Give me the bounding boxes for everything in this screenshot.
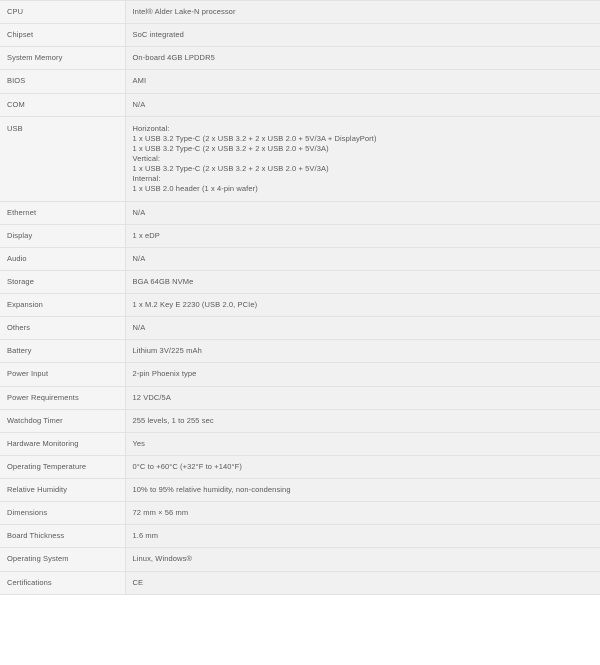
spec-value <box>125 270 600 293</box>
spec-value-line: 1 x USB 3.2 Type-C (2 x USB 3.2 + 2 x USB 2.0 + 5V/3A) <box>132 164 329 174</box>
spec-label: Board Thickness <box>0 525 125 548</box>
spec-value-line: Yes <box>132 438 146 448</box>
spec-value-line: Linux, Windows® <box>132 554 193 564</box>
spec-value-line: Vertical: <box>132 154 161 163</box>
table-row <box>0 270 600 293</box>
spec-value-line: 0°C to +60°C (+32°F to +140°F) <box>132 461 242 471</box>
spec-label: Operating System <box>0 548 125 571</box>
spec-value-line: Lithium 3V/225 mAh <box>132 346 202 356</box>
table-row <box>0 409 600 432</box>
spec-label: Watchdog Timer <box>0 409 125 432</box>
spec-value <box>125 386 600 409</box>
spec-value-line: 2-pin Phoenix type <box>132 369 197 379</box>
spec-label: USB <box>0 116 125 201</box>
spec-value <box>125 502 600 525</box>
spec-label: Display <box>0 224 125 247</box>
spec-label: Certifications <box>0 571 125 594</box>
table-row <box>0 317 600 340</box>
spec-value-line: N/A <box>132 323 146 333</box>
table-row <box>0 525 600 548</box>
spec-value <box>125 548 600 571</box>
spec-value <box>125 571 600 594</box>
spec-label: Chipset <box>0 24 125 47</box>
table-row <box>0 386 600 409</box>
spec-value <box>125 247 600 270</box>
table-row <box>0 479 600 502</box>
spec-value <box>125 525 600 548</box>
spec-label: Storage <box>0 270 125 293</box>
spec-label: Operating Temperature <box>0 455 125 478</box>
table-row <box>0 70 600 93</box>
spec-label: Relative Humidity <box>0 479 125 502</box>
table-row <box>0 1 600 24</box>
spec-value <box>125 47 600 70</box>
spec-value-line: AMI <box>132 76 147 86</box>
spec-label: COM <box>0 93 125 116</box>
spec-value-line: BGA 64GB NVMe <box>132 276 194 286</box>
spec-label: System Memory <box>0 47 125 70</box>
spec-label: Audio <box>0 247 125 270</box>
table-row <box>0 571 600 594</box>
spec-value-line: N/A <box>132 99 146 109</box>
table-row <box>0 47 600 70</box>
spec-value <box>125 116 600 201</box>
spec-value <box>125 24 600 47</box>
table-row <box>0 224 600 247</box>
spec-label: Hardware Monitoring <box>0 432 125 455</box>
table-row <box>0 432 600 455</box>
spec-value-line: Intel® Alder Lake-N processor <box>132 7 236 16</box>
spec-value-line: 1.6 mm <box>132 531 159 541</box>
spec-label: Battery <box>0 340 125 363</box>
spec-label: Power Requirements <box>0 386 125 409</box>
table-row <box>0 363 600 386</box>
spec-value <box>125 432 600 455</box>
spec-value-line: Horizontal: <box>132 123 170 133</box>
spec-value-line: On-board 4GB LPDDR5 <box>132 53 215 63</box>
spec-value <box>125 455 600 478</box>
spec-value <box>125 1 600 24</box>
spec-value <box>125 409 600 432</box>
spec-value-line: 1 x USB 3.2 Type-C (2 x USB 3.2 + 2 x USB 2.0 + 5V/3A) <box>132 143 329 153</box>
spec-label: Others <box>0 317 125 340</box>
spec-label: Dimensions <box>0 502 125 525</box>
spec-value <box>125 294 600 317</box>
table-row <box>0 116 600 201</box>
table-row <box>0 340 600 363</box>
spec-label: Power Input <box>0 363 125 386</box>
spec-value-line: SoC integrated <box>132 30 184 40</box>
spec-value <box>125 93 600 116</box>
spec-value-line: 1 x USB 2.0 header (1 x 4-pin wafer) <box>132 184 258 194</box>
table-row <box>0 24 600 47</box>
spec-label: Expansion <box>0 294 125 317</box>
spec-value-line: 10% to 95% relative humidity, non-condensing <box>132 485 291 494</box>
specifications-table-body <box>0 1 600 595</box>
spec-value-line: 1 x USB 3.2 Type-C (2 x USB 3.2 + 2 x USB 2.0 + 5V/3A + DisplayPort) <box>132 133 377 143</box>
spec-value-line: 1 x M.2 Key E 2230 (USB 2.0, PCIe) <box>132 300 258 309</box>
spec-value <box>125 363 600 386</box>
spec-value-line: N/A <box>132 207 146 217</box>
spec-value <box>125 224 600 247</box>
table-row <box>0 294 600 317</box>
spec-value <box>125 201 600 224</box>
table-row <box>0 502 600 525</box>
spec-value-line: 72 mm × 56 mm <box>132 508 189 518</box>
spec-value-line: 1 x eDP <box>132 230 160 240</box>
spec-label: Ethernet <box>0 201 125 224</box>
spec-label: BIOS <box>0 70 125 93</box>
spec-value-line: Internal: <box>132 174 161 184</box>
spec-value <box>125 317 600 340</box>
table-row <box>0 201 600 224</box>
spec-value-line: 255 levels, 1 to 255 sec <box>132 415 214 425</box>
spec-label: CPU <box>0 1 125 24</box>
spec-value <box>125 479 600 502</box>
spec-value-line: N/A <box>132 253 146 263</box>
table-row <box>0 455 600 478</box>
spec-value-line: 12 VDC/5A <box>132 392 171 402</box>
spec-value-line: CE <box>132 577 144 587</box>
spec-value <box>125 340 600 363</box>
table-row <box>0 93 600 116</box>
table-row <box>0 548 600 571</box>
spec-value <box>125 70 600 93</box>
table-row <box>0 247 600 270</box>
